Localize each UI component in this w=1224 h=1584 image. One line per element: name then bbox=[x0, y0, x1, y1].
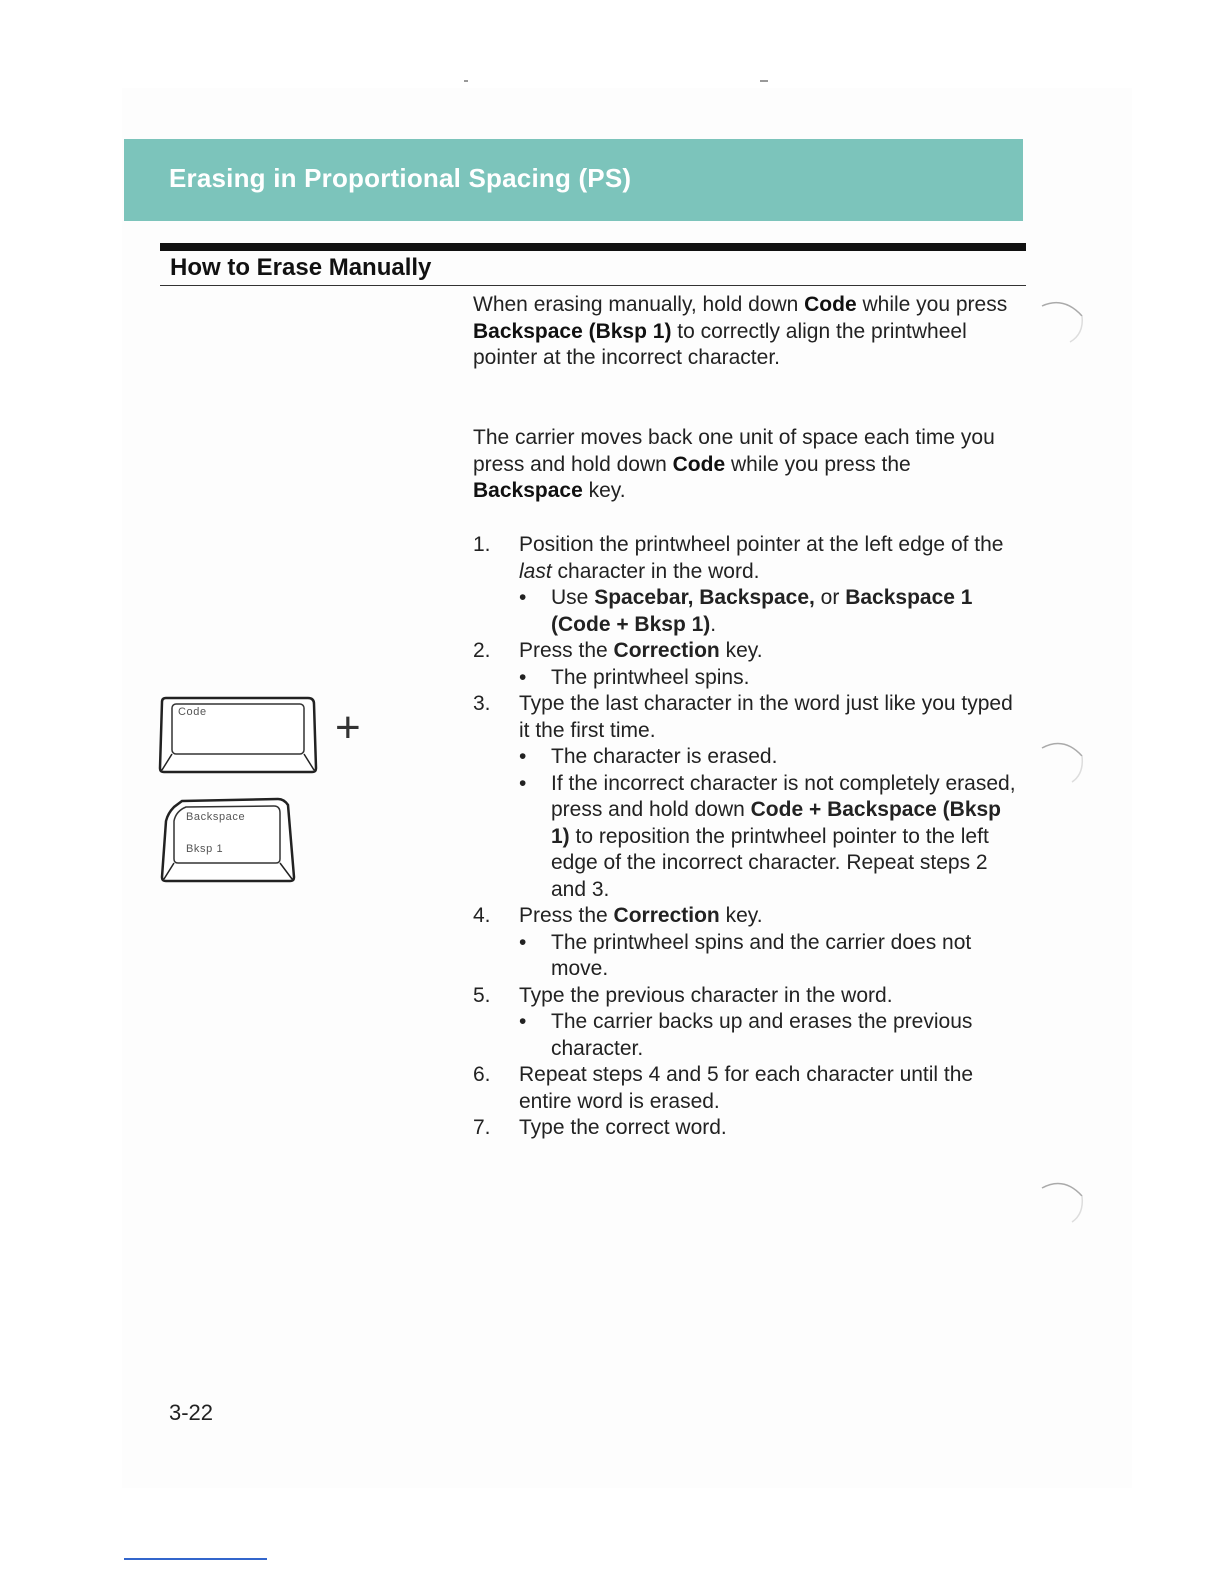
backspace-key-label: Backspace bbox=[186, 811, 246, 823]
step-number: 4. bbox=[473, 904, 491, 927]
step-bullet: • If the incorrect character is not completely erased, press and hold down Code + Backspace (Bksp 1) to reposition the printwheel pointer to the left edge of the incorrect character. Repeat steps 2 and 3. bbox=[519, 771, 1018, 904]
plus-sign: + bbox=[335, 703, 361, 752]
backspace-key-sublabel: Bksp 1 bbox=[186, 843, 224, 855]
step-bullet: • The character is erased. bbox=[519, 744, 1018, 771]
step-item: 2. Press the Correction key. • The printwheel spins. bbox=[473, 638, 1018, 691]
step-bullet: • Use Spacebar, Backspace, or Backspace 1 (Code + Bksp 1). bbox=[519, 585, 1018, 638]
intro-paragraph-2: The carrier moves back one unit of space each time you press and hold down Code while you press the Backspace key. bbox=[473, 426, 995, 502]
binder-hole-icon bbox=[1040, 740, 1084, 784]
step-item: 1. Position the printwheel pointer at the left edge of the last character in the word. • Use Spacebar, Backspace, or Backspace 1 (Code + Bksp 1). bbox=[473, 532, 1018, 638]
steps-list bbox=[473, 532, 1018, 1142]
step-number: 7. bbox=[473, 1116, 491, 1139]
step-number: 5. bbox=[473, 983, 491, 1007]
step-number: 6. bbox=[473, 1063, 491, 1086]
step-number: 2. bbox=[473, 639, 491, 662]
intro-paragraph-1: When erasing manually, hold down Code while you press Backspace (Bksp 1) to correctly align the printwheel pointer at the incorrect character. bbox=[473, 293, 1008, 369]
code-key-label: Code bbox=[178, 706, 207, 718]
step-item: 7. Type the correct word. bbox=[473, 1115, 1018, 1142]
step-item: 6. Repeat steps 4 and 5 for each character until the entire word is erased. bbox=[473, 1063, 974, 1113]
scan-speck bbox=[464, 80, 468, 82]
code-key-icon bbox=[158, 696, 320, 776]
binder-hole-icon bbox=[1040, 300, 1084, 344]
footer-underline bbox=[124, 1558, 267, 1560]
section-rule-thick bbox=[160, 243, 1026, 251]
step-item: 5. Type the previous character in the word. • The carrier backs up and erases the previous character. bbox=[473, 983, 1018, 1063]
binder-hole-icon bbox=[1040, 1178, 1084, 1222]
scan-speck bbox=[760, 80, 768, 82]
section-rule-thin bbox=[160, 285, 1026, 286]
step-item: 3. Type the last character in the word just like you typed it the first time. • The character is erased. • If the incorrect character is not completely erased, press and hold down Code + Backspace (Bksp 1) to reposition the printwheel pointer to the left edge of the incorrect character. Repeat steps 2 and 3. bbox=[473, 691, 1018, 903]
step-bullet: • The printwheel spins and the carrier does not move. bbox=[519, 930, 1018, 983]
step-number: 3. bbox=[473, 692, 491, 715]
step-item: 4. Press the Correction key. • The printwheel spins and the carrier does not move. bbox=[473, 903, 1018, 983]
chapter-banner bbox=[124, 139, 1023, 221]
backspace-key-icon bbox=[160, 797, 298, 885]
step-bullet: • The carrier backs up and erases the previous character. bbox=[519, 1009, 1018, 1062]
banner-title: Erasing in Proportional Spacing (PS) bbox=[169, 163, 632, 193]
page-number: 3-22 bbox=[169, 1400, 214, 1425]
section-title: How to Erase Manually bbox=[170, 254, 432, 281]
step-bullet: • The printwheel spins. bbox=[519, 665, 1018, 692]
step-number: 1. bbox=[473, 533, 491, 556]
